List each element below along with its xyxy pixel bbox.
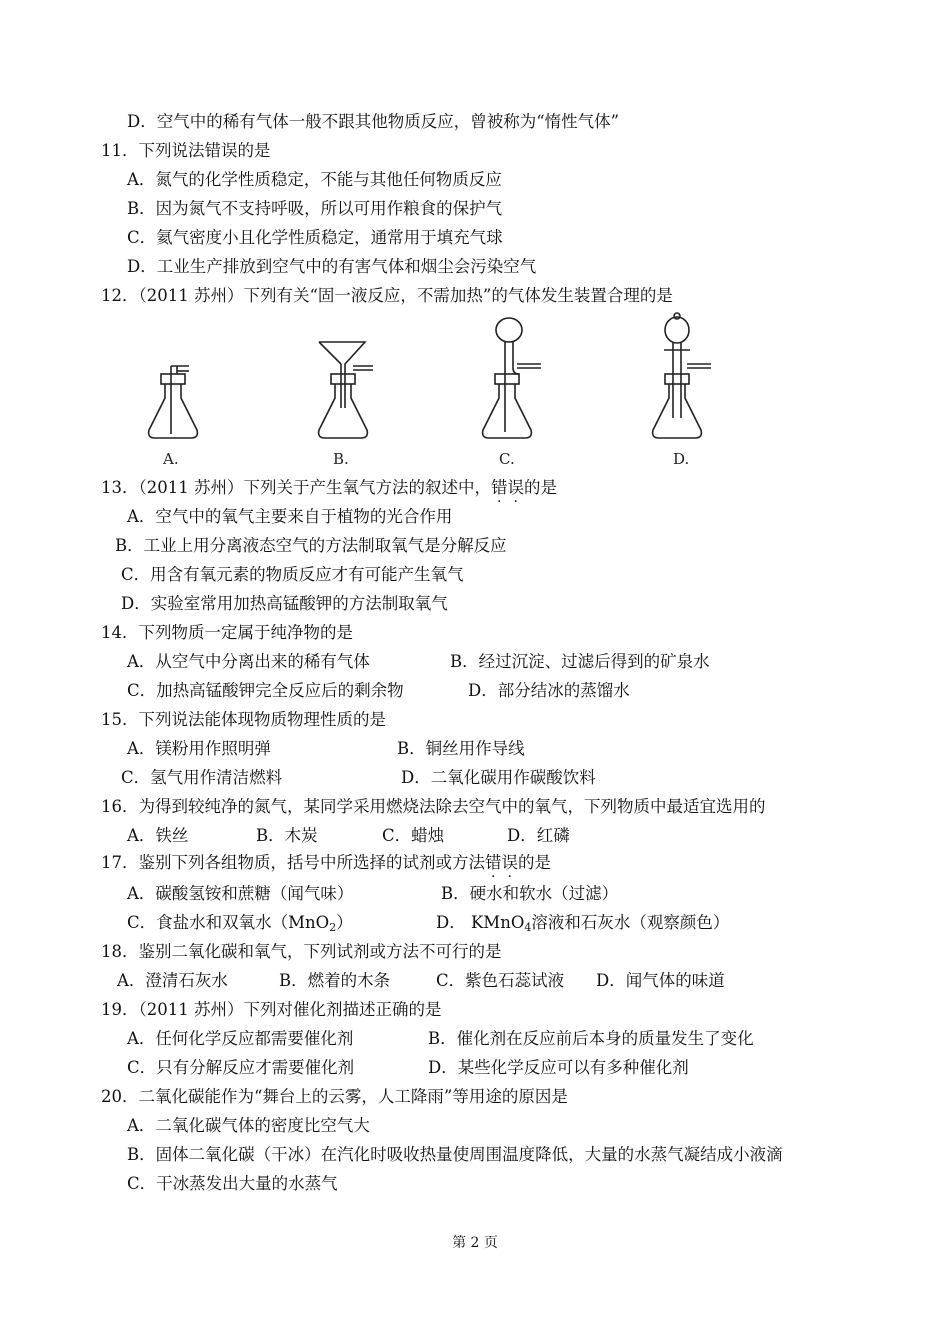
question-17: 17．鉴别下列各组物质，括号中所选择的试剂或方法错误的是 [101, 853, 551, 872]
q15-option-b: B．铜丝用作导线 [397, 739, 525, 758]
q17-option-b: B．硬水和软水（过滤） [441, 884, 619, 903]
figure-label-a: A. [163, 450, 179, 468]
q13-option-c: C．用含有氧元素的物质反应才有可能产生氧气 [121, 565, 464, 584]
q15-option-a: A．镁粉用作照明弹 [127, 739, 271, 758]
figure-label-c: C. [499, 450, 515, 468]
q17-option-a: A．碳酸氢铵和蔗糖（闻气味） [127, 884, 354, 903]
q14-option-b: B．经过沉淀、过滤后得到的矿泉水 [450, 652, 710, 671]
q15-option-d: D．二氧化碳用作碳酸饮料 [401, 768, 596, 787]
question-12: 12．（2011 苏州）下列有关“固一液反应，不需加热”的气体发生装置合理的是 [101, 286, 673, 305]
q20-option-c: C．干冰蒸发出大量的水蒸气 [127, 1174, 338, 1193]
q16-option-a: A．铁丝 [127, 826, 189, 845]
question-13: 13．（2011 苏州）下列关于产生氧气方法的叙述中，错误的是 [101, 478, 557, 497]
q18-option-b: B．燃着的木条 [279, 971, 391, 990]
q16-option-b: B．木炭 [256, 826, 318, 845]
q19-option-b: B．催化剂在反应前后本身的质量发生了变化 [428, 1029, 754, 1048]
q13-option-b: B．工业上用分离液态空气的方法制取氧气是分解反应 [115, 536, 507, 555]
question-14: 14．下列物质一定属于纯净物的是 [101, 623, 353, 642]
q16-option-d: D．红磷 [507, 826, 570, 845]
q20-option-a: A．二氧化碳气体的密度比空气大 [127, 1116, 370, 1135]
q11-option-b: B．因为氮气不支持呼吸，所以可用作粮食的保护气 [127, 199, 503, 218]
figure-label-d: D. [673, 450, 690, 468]
q11-option-a: A．氮气的化学性质稳定，不能与其他任何物质反应 [127, 170, 502, 189]
page-number: 第 2 页 [452, 1235, 498, 1251]
q18-option-d: D．闻气体的味道 [596, 971, 725, 990]
question-19: 19．（2011 苏州）下列对催化剂描述正确的是 [101, 1000, 442, 1019]
q13-option-d: D．实验室常用加热高锰酸钾的方法制取氧气 [121, 594, 448, 613]
q11-option-d: D．工业生产排放到空气中的有害气体和烟尘会污染空气 [127, 257, 537, 276]
question-20: 20．二氧化碳能作为“舞台上的云雾，人工降雨”等用途的原因是 [101, 1087, 568, 1106]
q14-option-c: C．加热高锰酸钾完全反应后的剩余物 [127, 681, 404, 700]
q10-option-d: D．空气中的稀有气体一般不跟其他物质反应，曾被称为“惰性气体” [127, 112, 620, 131]
q11-option-c: C．氦气密度小且化学性质稳定，通常用于填充气球 [127, 228, 503, 247]
question-18: 18．鉴别二氧化碳和氧气，下列试剂或方法不可行的是 [101, 942, 502, 961]
q18-option-c: C．紫色石蕊试液 [436, 971, 565, 990]
gas-apparatus-figure [127, 308, 733, 470]
q14-option-a: A．从空气中分离出来的稀有气体 [127, 652, 370, 671]
q20-option-b: B．固体二氧化碳（干冰）在汽化时吸收热量使周围温度降低，大量的水蒸气凝结成小液滴 [127, 1145, 783, 1164]
question-15: 15．下列说法能体现物质物理性质的是 [101, 710, 386, 729]
q15-option-c: C．氢气用作清洁燃料 [121, 768, 283, 787]
q13-option-a: A．空气中的氧气主要来自于植物的光合作用 [127, 507, 453, 526]
q17-option-c: C．食盐水和双氧水（MnO$_2$） [127, 913, 353, 934]
question-16: 16．为得到较纯净的氮气，某同学采用燃烧法除去空气中的氧气，下列物质中最适宜选用的 [101, 797, 766, 816]
q19-option-a: A．任何化学反应都需要催化剂 [127, 1029, 354, 1048]
q19-option-d: D．某些化学反应可以有多种催化剂 [428, 1058, 689, 1077]
q17-option-d: D． KMnO$_4$溶液和石灰水（观察颜色） [436, 913, 730, 934]
q16-option-c: C．蜡烛 [382, 826, 445, 845]
q19-option-c: C．只有分解反应才需要催化剂 [127, 1058, 355, 1077]
figure-label-b: B. [333, 450, 349, 468]
q14-option-d: D．部分结冰的蒸馏水 [468, 681, 630, 700]
question-11: 11．下列说法错误的是 [101, 141, 271, 160]
q18-option-a: A．澄清石灰水 [117, 971, 228, 990]
